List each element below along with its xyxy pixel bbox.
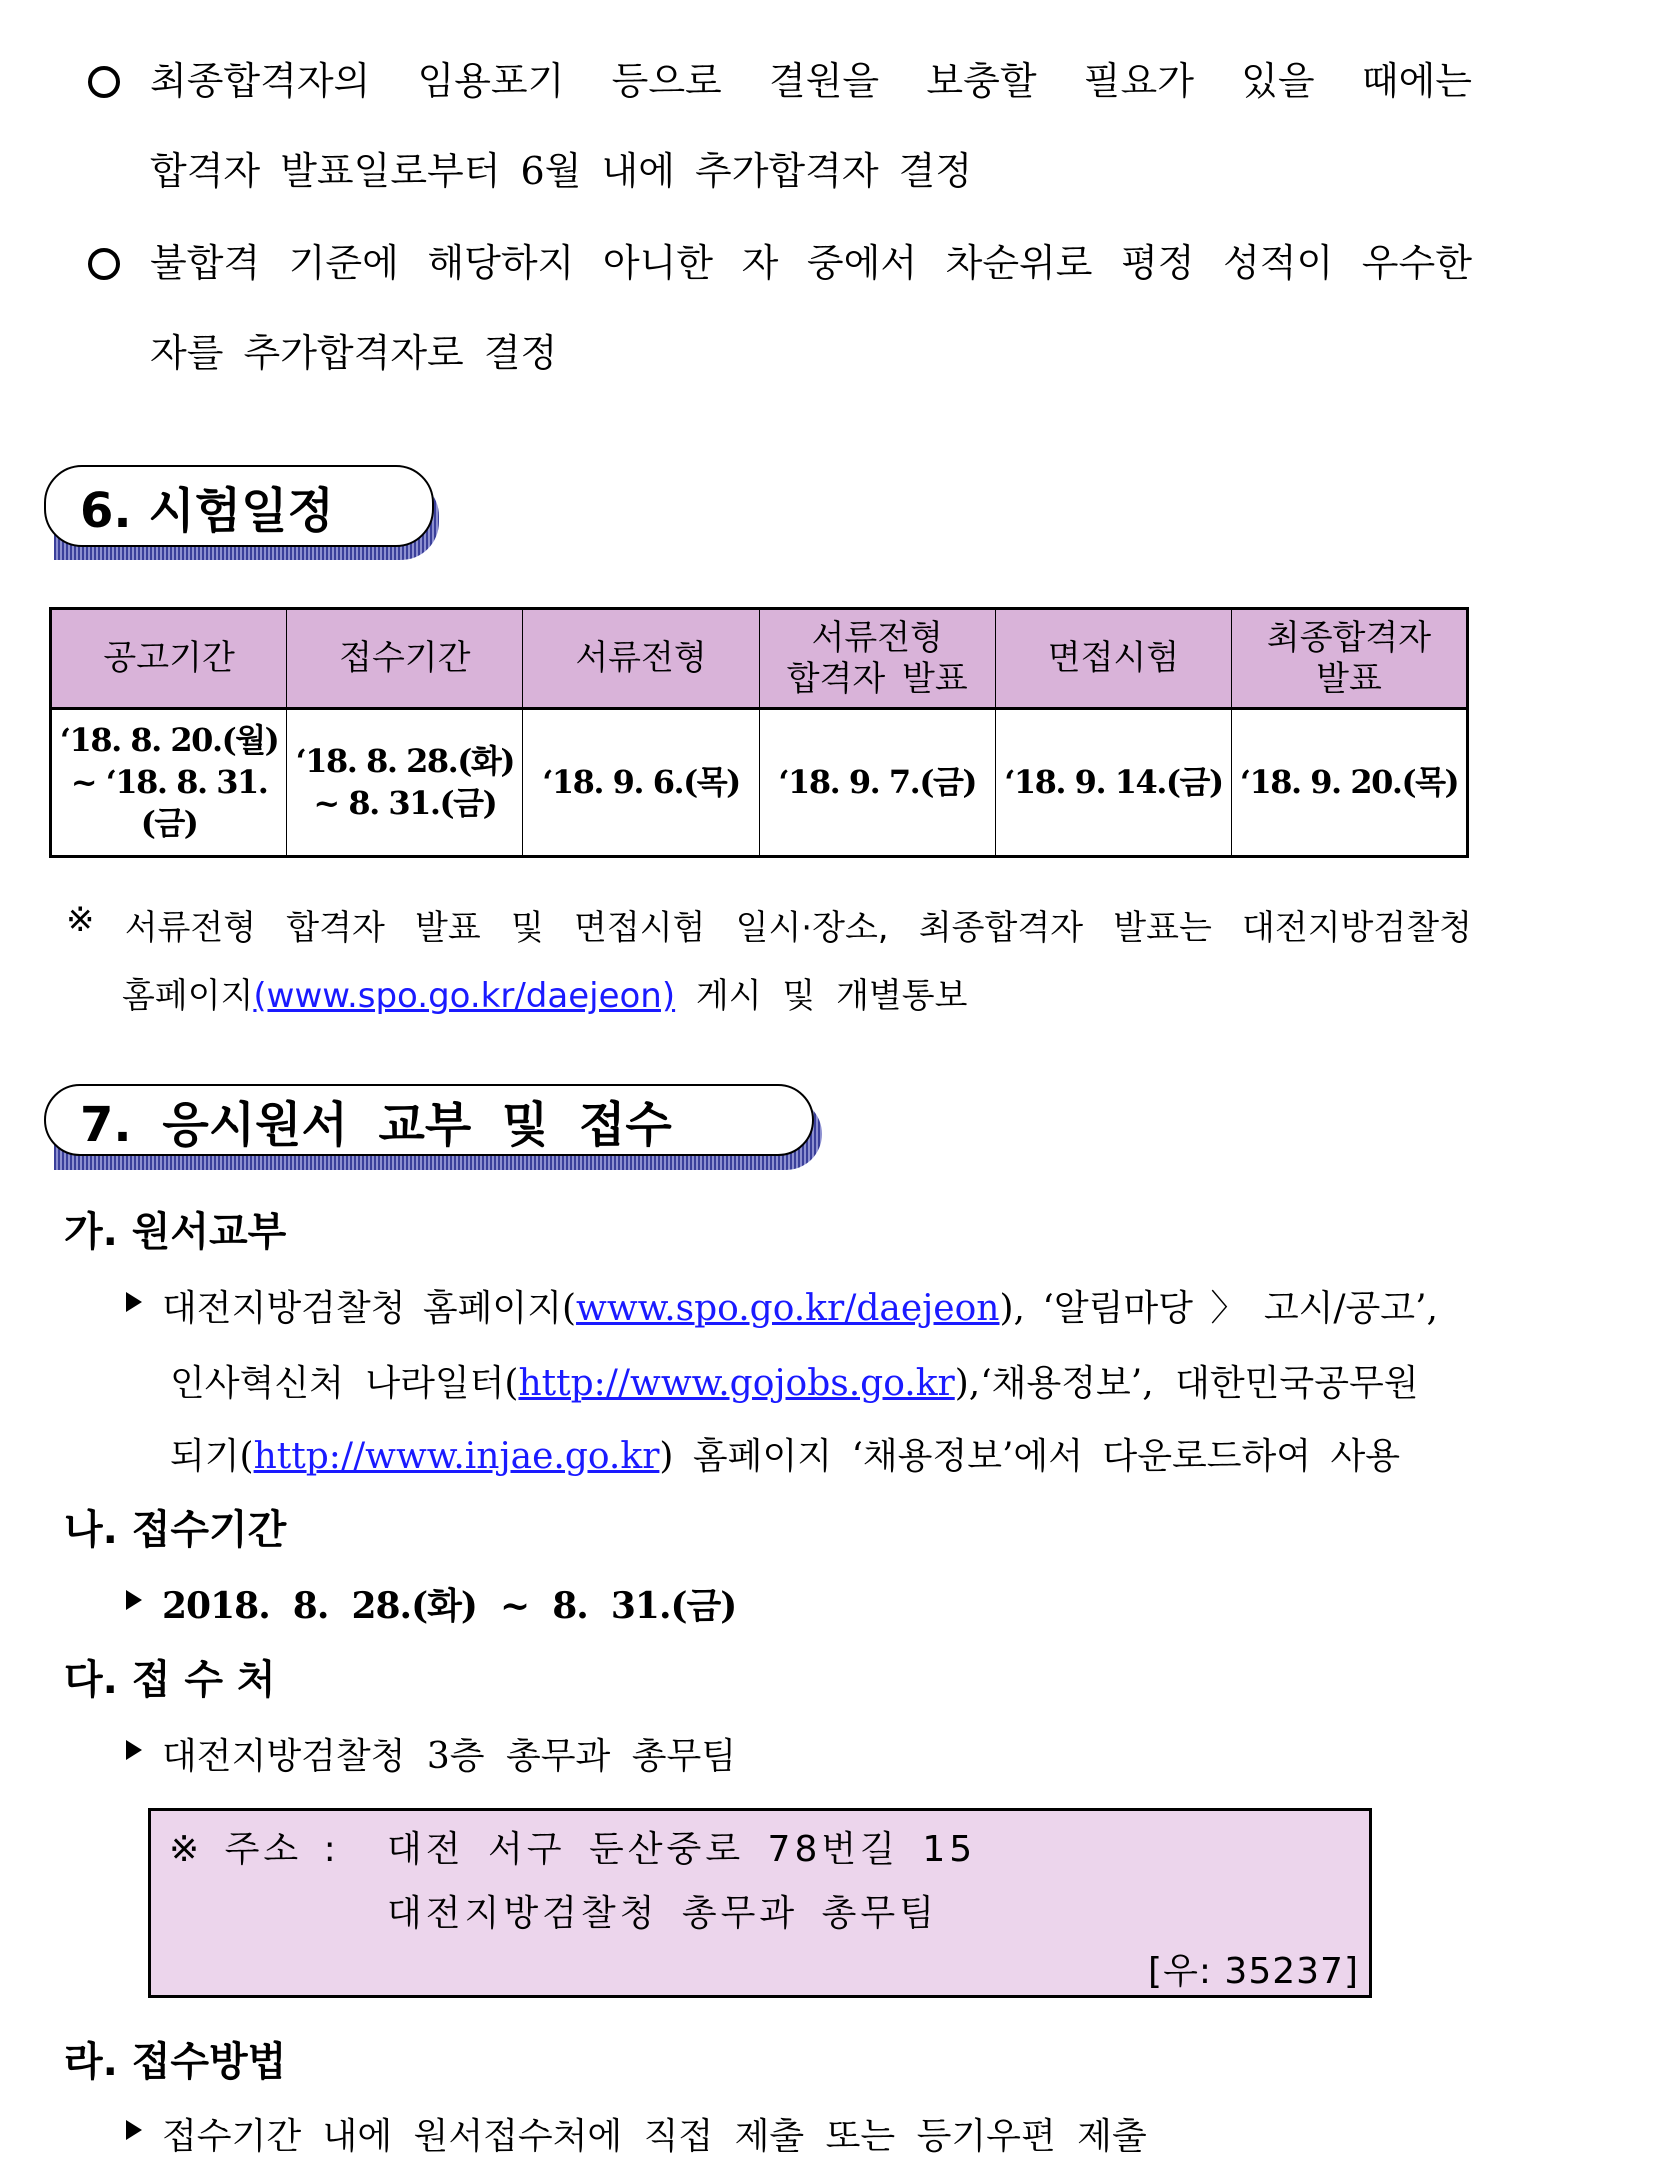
- section-6-title: [44, 465, 434, 547]
- schedule-note-line-2: [122, 968, 967, 1017]
- schedule-header-cell: [287, 609, 523, 709]
- bullet-word: 기준에: [288, 241, 399, 285]
- ga-heading: 가. 원서교부: [64, 1209, 287, 1255]
- ga-line-3: [170, 1428, 1400, 1479]
- postal-code: [우: 35237]: [1148, 1951, 1359, 1992]
- schedule-header-cell: [523, 609, 759, 709]
- ga-text: ),‘채용정보’, 대한민국공무원: [954, 1363, 1419, 1404]
- date-text: ‘18. 9. 7.(금): [778, 762, 977, 801]
- bullet-word: 불합격: [150, 241, 261, 285]
- bullet-word: 최종합격자의: [150, 59, 371, 103]
- header-text: 합격자 발표: [786, 658, 968, 699]
- triangle-bullet-icon: [126, 1740, 142, 1760]
- date-text: ‘18. 8. 20.(월): [59, 721, 279, 760]
- section-6-title-text: 6. 시험일정: [80, 482, 334, 539]
- bullet-word: 중에서: [806, 241, 918, 285]
- date-text: ‘18. 9. 20.(목): [1239, 762, 1459, 801]
- ga-text: 대전지방검찰청 홈페이지(: [162, 1288, 577, 1329]
- date-text: ‘18. 9. 14.(금): [1004, 762, 1223, 801]
- triangle-bullet-icon: [126, 1590, 142, 1610]
- da-text: 대전지방검찰청 3층 총무과 총무팀: [162, 1736, 737, 1777]
- note-word: 최종합격자: [918, 908, 1084, 948]
- header-text: 면접시험: [1047, 638, 1180, 679]
- bullet-word: 필요가: [1083, 59, 1194, 103]
- header-text: 최종합격자: [1266, 617, 1432, 658]
- header-text: 접수기간: [339, 638, 471, 679]
- da-heading: 다. 접 수 처: [64, 1657, 276, 1703]
- note-word: 및: [510, 908, 544, 948]
- date-text: ~ 8. 31.(금): [313, 783, 497, 822]
- circle-bullet-icon: [88, 248, 120, 280]
- na-heading: 나. 접수기간: [64, 1507, 287, 1553]
- date-text: ‘18. 8. 28.(화): [295, 741, 514, 780]
- triangle-bullet-icon: [126, 2120, 142, 2140]
- ga-text: ) 홈페이지 ‘채용정보’에서 다운로드하여 사용: [659, 1436, 1401, 1477]
- schedule-value-cell: [51, 709, 287, 857]
- bullet-word: 임용포기: [417, 59, 565, 103]
- schedule-header-cell: [995, 609, 1231, 709]
- bullet-word: 평정: [1121, 241, 1195, 285]
- bullet-word: 우수한: [1361, 241, 1472, 285]
- triangle-bullet-icon: [126, 1292, 142, 1312]
- address-box: [148, 1808, 1372, 1998]
- ga-text: ), ‘알림마당 〉 고시/공고’,: [999, 1288, 1438, 1329]
- header-text: 공고기간: [103, 638, 235, 679]
- schedule-value-row: [51, 709, 1468, 857]
- schedule-header-cell: [1232, 609, 1468, 709]
- gojobs-link[interactable]: http://www.gojobs.go.kr: [518, 1363, 955, 1404]
- bullet-1-line-1: [150, 59, 1472, 103]
- address-line-2: 대전지방검찰청 총무과 총무팀: [387, 1893, 938, 1934]
- bullet-1-line-2: 합격자 발표일로부터 6월 내에 추가합격자 결정: [150, 149, 973, 193]
- bullet-2-line-2: 자를 추가합격자로 결정: [150, 331, 558, 375]
- injae-link[interactable]: http://www.injae.go.kr: [253, 1436, 660, 1477]
- schedule-value-cell: [523, 709, 759, 857]
- na-period-text: 2018. 8. 28.(화) ~ 8. 31.(금): [162, 1585, 737, 1627]
- bullet-word: 보충할: [926, 59, 1037, 103]
- ga-text: 되기(: [170, 1436, 254, 1477]
- ra-text: 접수기간 내에 원서접수처에 직접 제출 또는 등기우편 제출: [162, 2116, 1147, 2157]
- bullet-word: 해당하지: [427, 241, 575, 285]
- ga-line-2: [170, 1355, 1419, 1406]
- note-word: 발표는: [1113, 908, 1212, 948]
- schedule-value-cell: [1232, 709, 1468, 857]
- note-word: ※: [66, 900, 95, 940]
- schedule-value-cell: [759, 709, 995, 857]
- section-7-title: [44, 1084, 814, 1156]
- note-text: 게시 및 개별통보: [675, 976, 968, 1016]
- schedule-header-row: [51, 609, 1468, 709]
- section-7-title-text: 7. 응시원서 교부 및 접수: [80, 1096, 672, 1153]
- address-line-1: 대전 서구 둔산중로 78번길 15: [387, 1829, 977, 1870]
- daejeon-homepage-link[interactable]: (www.spo.go.kr/daejeon): [253, 976, 676, 1016]
- note-word: 발표: [415, 908, 481, 948]
- schedule-table: [49, 607, 1469, 858]
- note-word: 서류전형: [124, 908, 257, 948]
- ga-text: 인사혁신처 나라일터(: [170, 1363, 519, 1404]
- address-label: ※ 주소 :: [169, 1829, 340, 1870]
- bullet-word: 차순위로: [945, 241, 1093, 285]
- date-text: ‘18. 9. 6.(목): [542, 762, 740, 801]
- bullet-word: 성적이: [1223, 241, 1334, 285]
- bullet-word: 아니한: [602, 241, 713, 285]
- schedule-header-cell: [51, 609, 287, 709]
- bullet-word: 등으로: [611, 59, 722, 103]
- circle-bullet-icon: [88, 66, 120, 98]
- schedule-header-cell: [759, 609, 995, 709]
- bullet-2-line-1: [150, 241, 1472, 285]
- ga-line-1: [162, 1280, 1438, 1331]
- schedule-value-cell: [287, 709, 523, 857]
- ra-heading: 라. 접수방법: [64, 2039, 287, 2085]
- schedule-value-cell: [995, 709, 1231, 857]
- note-word: 면접시험: [574, 908, 706, 948]
- date-text: ~ ‘18. 8. 31.(금): [70, 762, 268, 843]
- bullet-word: 결원을: [769, 59, 880, 103]
- schedule-note-line-1: [66, 900, 1472, 949]
- note-word: 합격자: [286, 908, 385, 948]
- header-text: 서류전형: [575, 638, 707, 679]
- note-word: 대전지방검찰청: [1242, 908, 1472, 948]
- note-text: 홈페이지: [122, 976, 254, 1016]
- note-word: 일시·장소,: [735, 908, 889, 948]
- header-text: 서류전형: [811, 617, 943, 658]
- spo-daejeon-link[interactable]: www.spo.go.kr/daejeon: [576, 1288, 1000, 1329]
- bullet-word: 자: [741, 241, 779, 285]
- bullet-word: 있을: [1241, 59, 1315, 103]
- bullet-word: 때에는: [1361, 59, 1472, 103]
- header-text: 발표: [1316, 658, 1382, 699]
